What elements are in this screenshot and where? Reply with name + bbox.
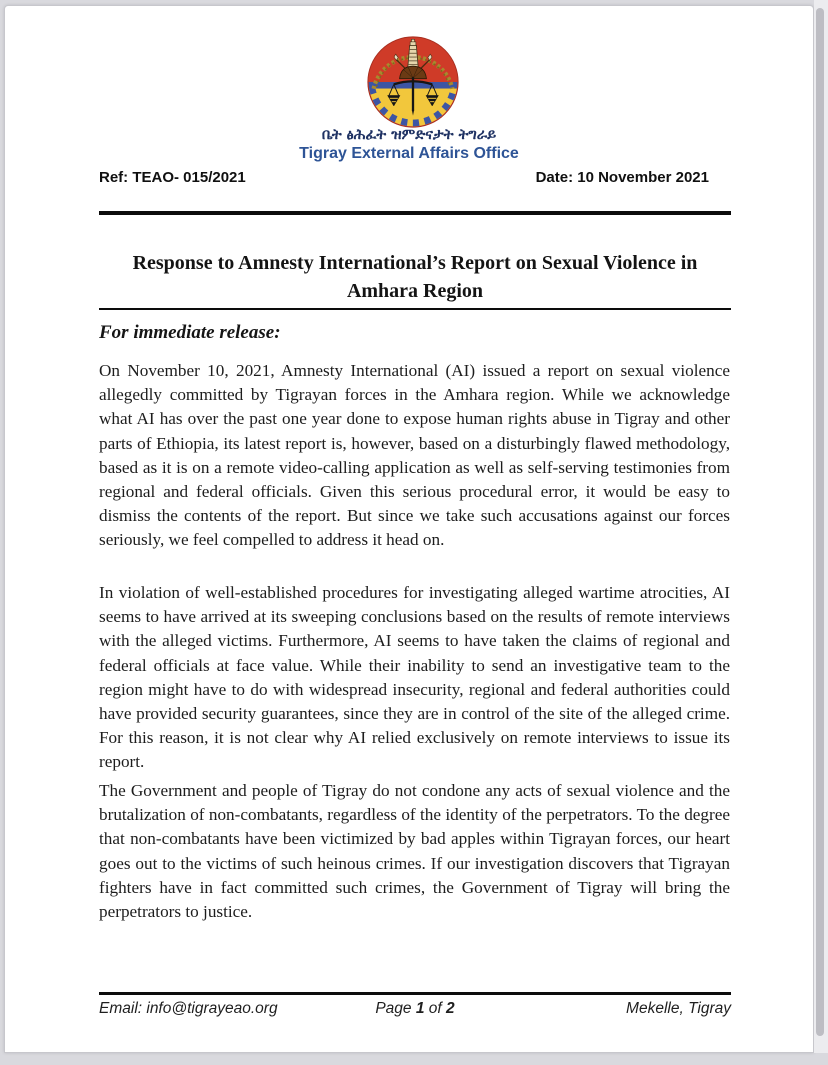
page-total: 2: [446, 1000, 455, 1017]
title-line-1: Response to Amnesty International’s Report on Sexual Violence in: [132, 252, 698, 274]
of-word: of: [428, 1000, 442, 1017]
document-date: Date: 10 November 2021: [535, 169, 709, 186]
scrollbar-thumb[interactable]: [816, 8, 824, 1036]
document-title: [99, 249, 731, 305]
org-name-english: Tigray External Affairs Office: [299, 145, 519, 162]
org-name-tigrinya: ቤት ፅሕፈት ዝምድናታት ትግራይ: [321, 127, 497, 143]
scrollbar-track[interactable]: [814, 0, 828, 1053]
footer-email: Email: info@tigrayeao.org: [99, 1000, 278, 1017]
ref-date-row: [99, 169, 731, 186]
paragraph-3: The Government and people of Tigray do not condone any acts of sexual violence and the brutalization of non-combatants, regardless of the identity of the perpetrators. To the degree that non-combatants have been victimized by bad apples within Tigrayan forces, our heart goes out to the victims of such heinous crimes. If our investigation discovers that Tigrayan fighters have in fact committed such crimes, the Government of Tigray will bring the perpetrators to justice.: [99, 781, 730, 922]
ref-number: Ref: TEAO- 015/2021: [99, 169, 246, 186]
title-underline: [99, 308, 731, 310]
page-word: Page: [375, 1000, 412, 1017]
header-divider: [99, 211, 731, 215]
title-line-2: Amhara Region: [346, 280, 484, 302]
page-number: 1: [415, 1000, 425, 1017]
footer-row: [99, 1000, 731, 1018]
paragraph-2: In violation of well-established procedures for investigating alleged wartime atrocities, AI seems to have arrived at its sweeping conclusions based on the results of remote interviews with the alleged victims. Furthermore, AI seems to have taken the claims of regional and federal officials at face value. While their inability to send an investigative team to the region might have to do with widespread insecurity, regional and federal authorities could have provided security guarantees, since they are in control of the site of the alleged crime. For this reason, it is not clear why AI relied exclusively on remote interviews to issue its report.: [99, 583, 730, 772]
paragraph-1: On November 10, 2021, Amnesty International (AI) issued a report on sexual violence allegedly committed by Tigrayan forces in the Amhara region. While we acknowledge what AI has over the past one year done to expose human rights abuse in Tigray and other parts of Ethiopia, its latest report is, however, based on a disturbingly flawed methodology, based as it is on a remote video-calling application as well as self-serving testimonies from regional and federal officials. Given this serious procedural error, it would be easy to dismiss the contents of the report. But since we take such accusations against our forces seriously, we feel compelled to address it head on.: [99, 361, 730, 550]
release-line: For immediate release:: [99, 322, 281, 343]
tigray-emblem-icon: [365, 34, 461, 130]
footer-location: Mekelle, Tigray: [626, 1000, 731, 1017]
footer-divider: [99, 992, 731, 995]
document-page: [4, 5, 814, 1053]
